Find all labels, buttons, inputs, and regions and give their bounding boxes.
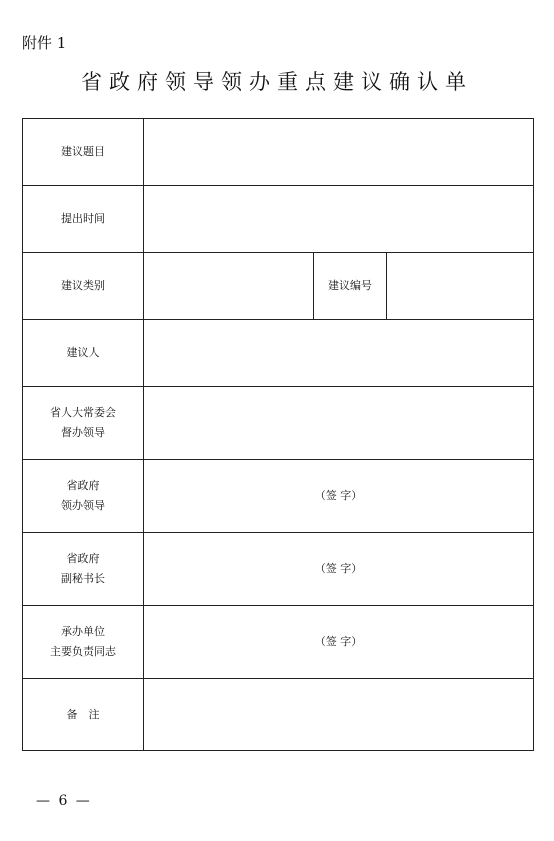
page-number: — 6 —: [36, 793, 92, 809]
label-line: 承办单位: [61, 625, 105, 638]
table-row-undertaking-unit-head: [23, 606, 534, 679]
field-proposal-number[interactable]: [387, 253, 534, 320]
label-proposal-number: 建议编号: [314, 253, 387, 320]
table-row-leading-leader: [23, 460, 534, 533]
label-line: 省政府: [66, 479, 100, 492]
field-proposal-title[interactable]: [144, 119, 534, 186]
table-row-proposer: [23, 320, 534, 387]
table-row-supervising-leader: [23, 387, 534, 460]
label-deputy-secretary-general: [23, 533, 144, 606]
field-proposer[interactable]: [144, 320, 534, 387]
signature-field-undertaking-unit-head[interactable]: （签 字）: [144, 606, 534, 679]
field-proposal-category[interactable]: [144, 253, 314, 320]
confirmation-form-table: [22, 118, 534, 751]
label-proposer: 建议人: [23, 320, 144, 387]
label-undertaking-unit-head: [23, 606, 144, 679]
label-line: 省人大常委会: [50, 406, 116, 419]
label-leading-leader: [23, 460, 144, 533]
label-line: 主要负责同志: [50, 645, 116, 658]
label-line: 领办领导: [61, 499, 105, 512]
label-supervising-leader: [23, 387, 144, 460]
label-remarks: 备 注: [23, 679, 144, 751]
attachment-label: 附件 1: [22, 34, 67, 52]
label-line: 督办领导: [61, 426, 105, 439]
table-row-remarks: [23, 679, 534, 751]
table-row-proposal-title: [23, 119, 534, 186]
label-line: 省政府: [66, 552, 100, 565]
label-proposal-title: 建议题目: [23, 119, 144, 186]
label-submission-time: 提出时间: [23, 186, 144, 253]
field-supervising-leader[interactable]: [144, 387, 534, 460]
table-row-submission-time: [23, 186, 534, 253]
document-title: 省政府领导领办重点建议确认单: [81, 70, 473, 94]
field-remarks[interactable]: [144, 679, 534, 751]
table-row-proposal-category: [23, 253, 534, 320]
label-proposal-category: 建议类别: [23, 253, 144, 320]
signature-field-leading-leader[interactable]: （签 字）: [144, 460, 534, 533]
signature-field-deputy-secretary-general[interactable]: （签 字）: [144, 533, 534, 606]
field-submission-time[interactable]: [144, 186, 534, 253]
table-row-deputy-secretary-general: [23, 533, 534, 606]
label-line: 副秘书长: [61, 572, 105, 585]
